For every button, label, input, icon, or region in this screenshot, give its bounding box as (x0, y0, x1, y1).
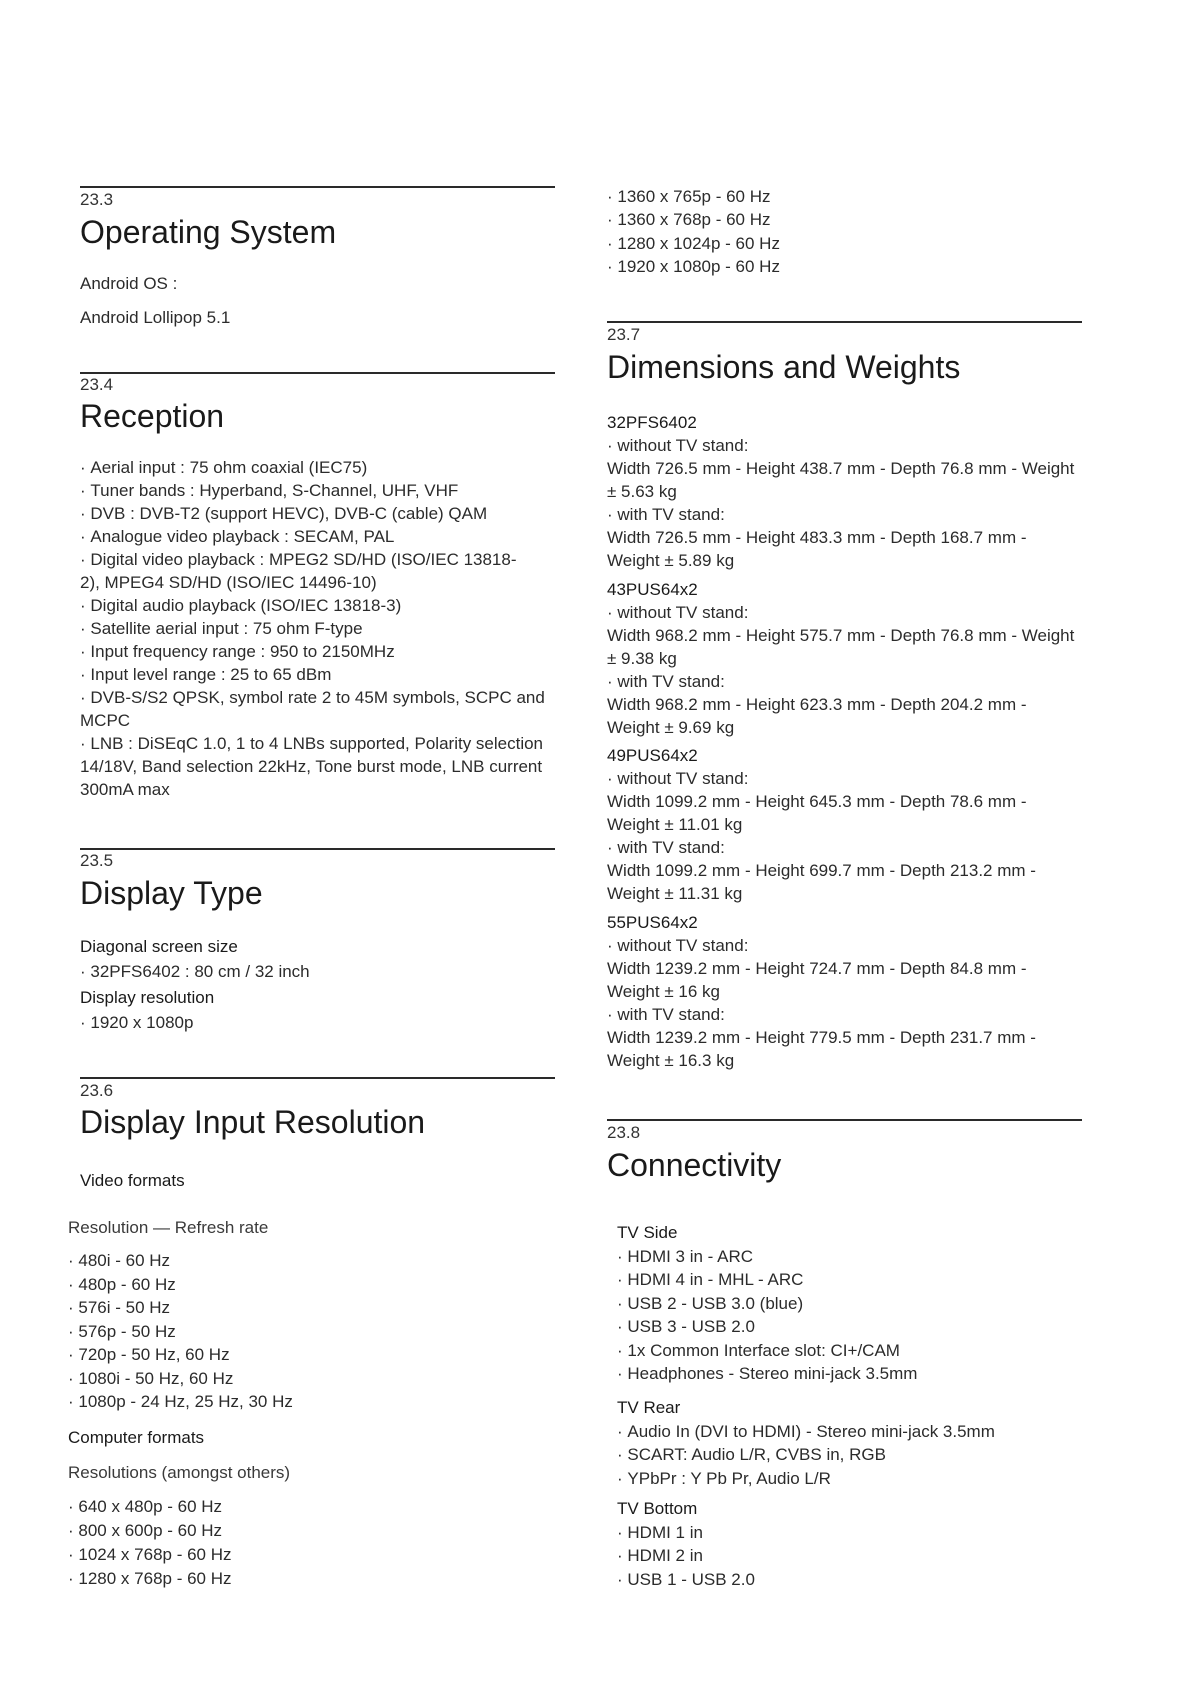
list-item: · HDMI 3 in - ARC (617, 1245, 1082, 1269)
list-item: · LNB : DiSEqC 1.0, 1 to 4 LNBs supported, Polarity selection 14/18V, Band selection 22kHz, Tone burst mode, LNB current 300mA max (80, 732, 545, 801)
without-stand-value: Width 1099.2 mm - Height 645.3 mm - Depth 78.6 mm - Weight ± 11.01 kg (607, 792, 1027, 834)
list-item: · Tuner bands : Hyperband, S-Channel, UHF, VHF (80, 479, 555, 502)
table-header: Resolutions (amongst others) (68, 1463, 291, 1482)
section-number: 23.3 (80, 190, 114, 209)
list-item: · SCART: Audio L/R, CVBS in, RGB (617, 1443, 1082, 1467)
list-item: · Analogue video playback : SECAM, PAL (80, 525, 555, 548)
list-item: · USB 1 - USB 2.0 (617, 1568, 1082, 1592)
connectivity-group (617, 1396, 1082, 1490)
with-stand-label: · with TV stand: (607, 1003, 1082, 1026)
section-number: 23.5 (80, 851, 114, 870)
list-item: · HDMI 2 in (617, 1544, 1082, 1568)
list-item: · 1920 x 1080p (80, 1011, 193, 1034)
os-value: Android Lollipop 5.1 (80, 308, 231, 327)
with-stand-value: Width 1099.2 mm - Height 699.7 mm - Depth 213.2 mm - Weight ± 11.31 kg (607, 861, 1036, 903)
with-stand-value: Width 968.2 mm - Height 623.3 mm - Depth 204.2 mm - Weight ± 9.69 kg (607, 695, 1027, 737)
without-stand-label: · without TV stand: (607, 434, 1082, 457)
list-item: · 800 x 600p - 60 Hz (68, 1519, 232, 1543)
list-item: · 1x Common Interface slot: CI+/CAM (617, 1339, 1082, 1363)
with-stand-label: · with TV stand: (607, 503, 1082, 526)
table-header: Resolution — Refresh rate (68, 1218, 269, 1237)
section-divider (80, 1077, 555, 1079)
connectivity-group (617, 1497, 1082, 1591)
computer-format-list (68, 1495, 232, 1591)
list-item: · 640 x 480p - 60 Hz (68, 1495, 232, 1519)
list-item: · DVB : DVB-T2 (support HEVC), DVB-C (cable) QAM (80, 502, 555, 525)
without-stand-label: · without TV stand: (607, 934, 1082, 957)
list-item: · Audio In (DVI to HDMI) - Stereo mini-jack 3.5mm (617, 1420, 1082, 1444)
without-stand-label: · without TV stand: (607, 767, 1082, 790)
section-title: Dimensions and Weights (607, 349, 961, 385)
list-item: · HDMI 1 in (617, 1521, 1082, 1545)
list-item: · 480i - 60 Hz (68, 1249, 293, 1273)
section-number: 23.7 (607, 325, 641, 344)
connectivity-list (617, 1245, 1082, 1386)
list-item: · Digital video playback : MPEG2 SD/HD (ISO/IEC 13818-2), MPEG4 SD/HD (ISO/IEC 14496-10) (80, 548, 520, 594)
with-stand-label: · with TV stand: (607, 670, 1082, 693)
section-number: 23.8 (607, 1123, 641, 1142)
subheading: Display resolution (80, 988, 215, 1007)
subheading: TV Bottom (617, 1499, 698, 1518)
list-item: · 1280 x 768p - 60 Hz (68, 1567, 232, 1591)
list-item: · Aerial input : 75 ohm coaxial (IEC75) (80, 456, 555, 479)
subheading: Video formats (80, 1171, 185, 1190)
connectivity-list (617, 1420, 1082, 1491)
list-item: · 1360 x 768p - 60 Hz (607, 208, 780, 231)
with-stand-value: Width 726.5 mm - Height 483.3 mm - Depth 168.7 mm - Weight ± 5.89 kg (607, 528, 1027, 570)
list-item: · 480p - 60 Hz (68, 1273, 293, 1297)
list-item: · 1280 x 1024p - 60 Hz (607, 232, 780, 255)
model-block (607, 578, 1082, 739)
subheading: Diagonal screen size (80, 937, 238, 956)
model-name: 49PUS64x2 (607, 746, 698, 765)
list-item: · 720p - 50 Hz, 60 Hz (68, 1343, 293, 1367)
list-item: · 1024 x 768p - 60 Hz (68, 1543, 232, 1567)
list-item: · 576p - 50 Hz (68, 1320, 293, 1344)
without-stand-label: · without TV stand: (607, 601, 1082, 624)
os-label: Android OS : (80, 274, 178, 293)
subheading: TV Rear (617, 1398, 681, 1417)
list-item: · 1920 x 1080p - 60 Hz (607, 255, 780, 278)
list-item: · YPbPr : Y Pb Pr, Audio L/R (617, 1467, 1082, 1491)
section-title: Connectivity (607, 1147, 782, 1183)
with-stand-label: · with TV stand: (607, 836, 1082, 859)
list-item: · USB 3 - USB 2.0 (617, 1315, 1082, 1339)
list-item: · 1080i - 50 Hz, 60 Hz (68, 1367, 293, 1391)
section-number: 23.4 (80, 375, 114, 394)
subheading: TV Side (617, 1223, 678, 1242)
list-item: · Input frequency range : 950 to 2150MHz (80, 640, 555, 663)
with-stand-value: Width 1239.2 mm - Height 779.5 mm - Depth 231.7 mm - Weight ± 16.3 kg (607, 1028, 1036, 1070)
list-item: · HDMI 4 in - MHL - ARC (617, 1268, 1082, 1292)
list-item: · Headphones - Stereo mini-jack 3.5mm (617, 1362, 1082, 1386)
list-item: · Input level range : 25 to 65 dBm (80, 663, 555, 686)
model-block (607, 911, 1082, 1072)
section-divider (607, 321, 1082, 323)
list-item: · DVB-S/S2 QPSK, symbol rate 2 to 45M symbols, SCPC and MCPC (80, 686, 545, 732)
list-item: · Satellite aerial input : 75 ohm F-type (80, 617, 555, 640)
model-name: 55PUS64x2 (607, 913, 698, 932)
list-item: · 1080p - 24 Hz, 25 Hz, 30 Hz (68, 1390, 293, 1414)
section-title: Display Type (80, 875, 263, 911)
model-name: 43PUS64x2 (607, 580, 698, 599)
reception-list (80, 456, 555, 801)
computer-format-list-continued (607, 185, 780, 278)
video-format-list (68, 1249, 293, 1414)
model-name: 32PFS6402 (607, 413, 697, 432)
section-divider (607, 1119, 1082, 1121)
list-item: · 1360 x 765p - 60 Hz (607, 185, 780, 208)
list-item: · 576i - 50 Hz (68, 1296, 293, 1320)
section-divider (80, 848, 555, 850)
section-divider (80, 372, 555, 374)
list-item: · 32PFS6402 : 80 cm / 32 inch (80, 960, 310, 983)
section-divider (80, 186, 555, 188)
without-stand-value: Width 726.5 mm - Height 438.7 mm - Depth 76.8 mm - Weight ± 5.63 kg (607, 459, 1075, 501)
section-title: Reception (80, 398, 225, 434)
list-item: · USB 2 - USB 3.0 (blue) (617, 1292, 1082, 1316)
subheading: Computer formats (68, 1428, 205, 1447)
section-title: Display Input Resolution (80, 1104, 426, 1140)
model-block (607, 744, 1082, 905)
list-item: · Digital audio playback (ISO/IEC 13818-3) (80, 594, 555, 617)
section-title: Operating System (80, 214, 337, 250)
without-stand-value: Width 1239.2 mm - Height 724.7 mm - Depth 84.8 mm - Weight ± 16 kg (607, 959, 1027, 1001)
connectivity-group (617, 1221, 1082, 1386)
connectivity-list (617, 1521, 1082, 1592)
without-stand-value: Width 968.2 mm - Height 575.7 mm - Depth 76.8 mm - Weight ± 9.38 kg (607, 626, 1075, 668)
model-block (607, 411, 1082, 572)
section-number: 23.6 (80, 1081, 114, 1100)
